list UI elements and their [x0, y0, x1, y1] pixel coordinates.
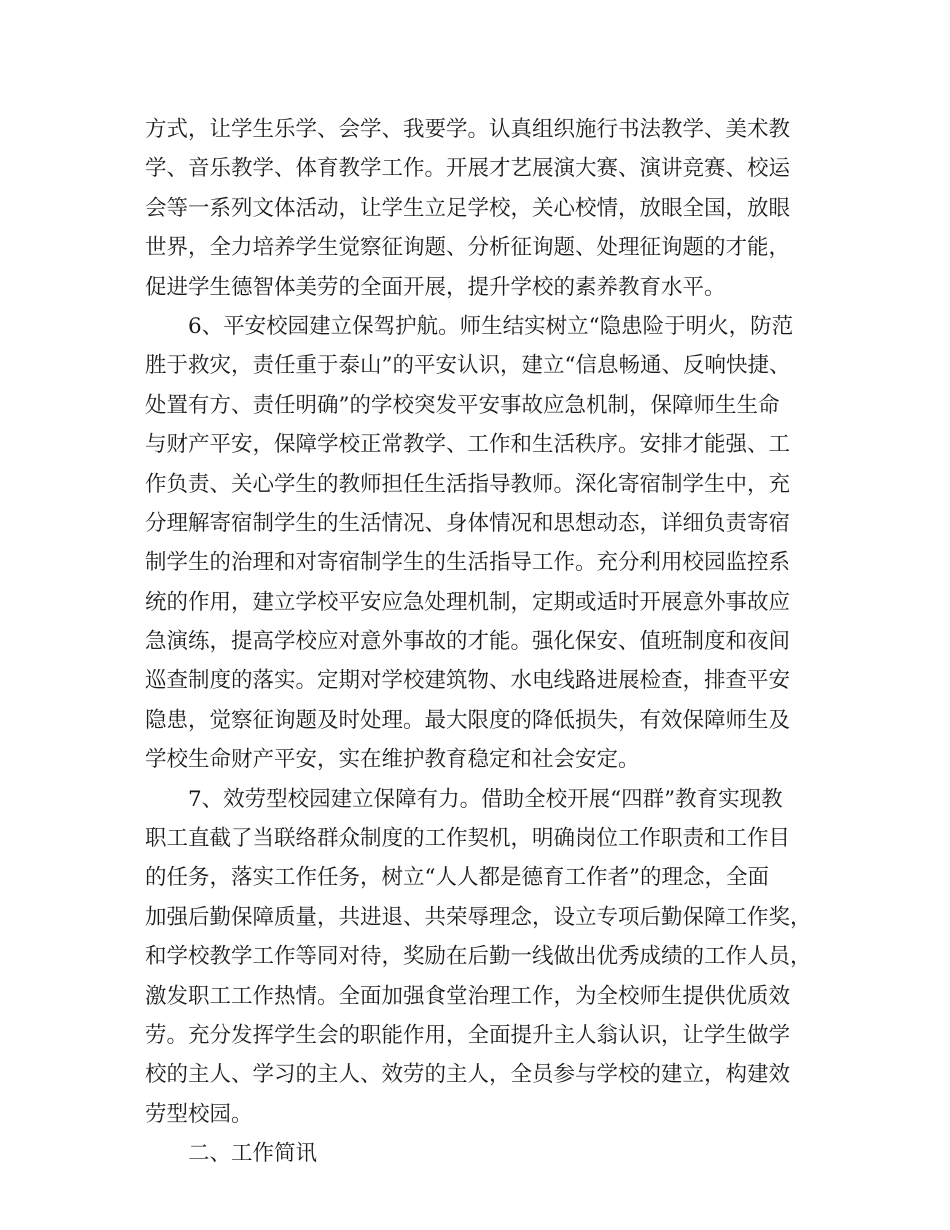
paragraph-5-continued: [145, 110, 810, 307]
text-line: 隐患，觉察征询题及时处理。最大限度的降低损失，有效保障师生及: [145, 707, 791, 733]
text-line: 急演练，提高学校应对意外事故的才能。强化保安、值班制度和夜间: [145, 629, 791, 655]
text-line: 和学校教学工作等同对待，奖励在后勤一线做出优秀成绩的工作人员，: [145, 944, 812, 970]
text-line: 的任务，落实工作任务，树立“人人都是德育工作者”的理念，全面: [145, 865, 769, 891]
document-body: [145, 110, 810, 1174]
text-line: 促进学生德智体美劳的全面开展，提升学校的素养教育水平。: [145, 274, 726, 300]
text-line: 学、音乐教学、体育教学工作。开展才艺展演大赛、演讲竞赛、校运: [145, 156, 791, 182]
text-line: 巡查制度的落实。定期对学校建筑物、水电线路进展检查，排查平安: [145, 668, 791, 694]
section-heading-work-briefs: [145, 1134, 810, 1173]
text-line: 与财产平安，保障学校正常教学、工作和生活秩序。安排才能强、工: [145, 432, 791, 458]
text-line: 激发职工工作热情。全面加强食堂治理工作，为全校师生提供优质效: [145, 983, 791, 1009]
text-line: 胜于救灾，责任重于泰山”的平安认识，建立“信息畅通、反响快捷、: [145, 353, 791, 379]
text-line: 制学生的治理和对寄宿制学生的生活指导工作。充分利用校园监控系: [145, 550, 791, 576]
text-line: 作负责、关心学生的教师担任生活指导教师。深化寄宿制学生中，充: [145, 471, 791, 497]
text-line: 加强后勤保障质量，共进退、共荣辱理念，设立专项后勤保障工作奖，: [145, 904, 812, 930]
text-line: 处置有方、责任明确”的学校突发平安事故应急机制，保障师生生命: [145, 392, 780, 418]
text-line: 方式，让学生乐学、会学、我要学。认真组织施行书法教学、美术教: [145, 117, 791, 142]
text-line: 分理解寄宿制学生的生活情况、身体情况和思想动态，详细负责寄宿: [145, 510, 791, 536]
paragraph-7-service: [145, 780, 810, 1135]
text-line: 6、平安校园建立保驾护航。师生结实树立“隐患险于明火，防范: [188, 313, 794, 339]
text-line: 世界，全力培养学生觉察征询题、分析征询题、处理征询题的才能，: [145, 235, 791, 261]
text-line: 学校生命财产平安，实在维护教育稳定和社会安定。: [145, 747, 640, 773]
text-line: 职工直截了当联络群众制度的工作契机，明确岗位工作职责和工作目: [145, 826, 791, 852]
text-line: 会等一系列文体活动，让学生立足学校，关心校情，放眼全国，放眼: [145, 195, 791, 221]
text-line: 校的主人、学习的主人、效劳的主人，全员参与学校的建立，构建效: [145, 1062, 791, 1088]
text-line: 劳型校园。: [145, 1101, 253, 1127]
text-line: 劳。充分发挥学生会的职能作用，全面提升主人翁认识，让学生做学: [145, 1022, 791, 1048]
text-line: 7、效劳型校园建立保障有力。借助全校开展“四群”教育实现教: [188, 786, 783, 812]
text-line: 统的作用，建立学校平安应急处理机制，定期或适时开展意外事故应: [145, 589, 791, 615]
section-heading: 二、工作简讯: [188, 1141, 318, 1167]
paragraph-6-safety: [145, 307, 810, 780]
